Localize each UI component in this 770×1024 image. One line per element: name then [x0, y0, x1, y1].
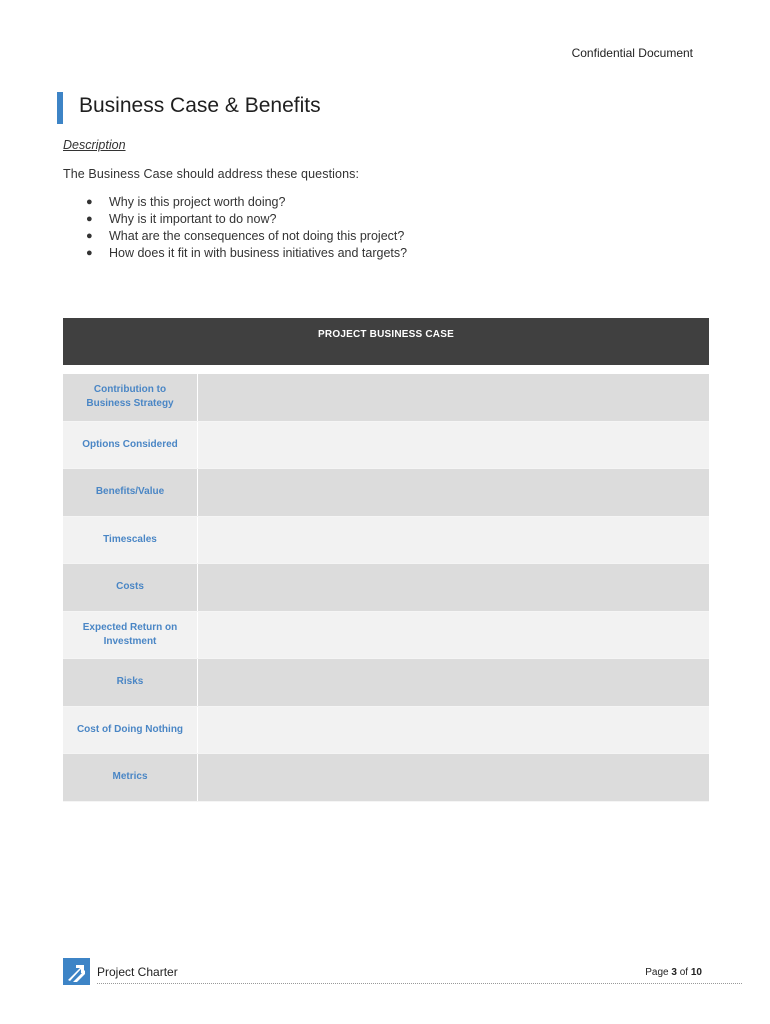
table-heading: PROJECT BUSINESS CASE — [63, 318, 709, 365]
table-row — [63, 754, 709, 802]
list-item-text: Why is it important to do now? — [109, 212, 277, 226]
bullet-icon: ● — [86, 247, 93, 259]
row-label: Contribution to Business Strategy — [63, 374, 198, 421]
confidential-note: Confidential Document — [571, 46, 693, 60]
arrow-up-right-icon — [63, 958, 90, 985]
table-row — [63, 374, 709, 422]
row-label: Expected Return on Investment — [63, 612, 198, 659]
table-row — [63, 517, 709, 565]
row-value-cell[interactable] — [198, 517, 709, 564]
footer-divider — [97, 983, 742, 984]
question-list — [84, 194, 407, 262]
bullet-icon: ● — [86, 196, 93, 208]
row-value-cell[interactable] — [198, 612, 709, 659]
list-item — [84, 211, 407, 228]
row-label: Timescales — [63, 517, 198, 564]
page-prefix: Page — [645, 967, 669, 978]
row-label: Metrics — [63, 754, 198, 801]
title-accent-bar — [57, 92, 63, 124]
row-value-cell[interactable] — [198, 659, 709, 706]
row-value-cell[interactable] — [198, 469, 709, 516]
description-label: Description — [63, 138, 126, 152]
page-current: 3 — [671, 967, 677, 978]
list-item-text: How does it fit in with business initiatives and targets? — [109, 246, 408, 260]
page-title: Business Case & Benefits — [79, 94, 321, 117]
row-value-cell[interactable] — [198, 754, 709, 801]
intro-text: The Business Case should address these questions: — [63, 167, 360, 181]
page-total: 10 — [690, 967, 702, 978]
bullet-icon: ● — [86, 213, 93, 225]
table-row — [63, 612, 709, 660]
row-label: Options Considered — [63, 422, 198, 469]
table-row — [63, 564, 709, 612]
row-label: Cost of Doing Nothing — [63, 707, 198, 754]
page-number — [645, 967, 702, 978]
table-row — [63, 659, 709, 707]
business-case-table — [63, 318, 709, 802]
table-row — [63, 422, 709, 470]
list-item — [84, 228, 407, 245]
bullet-icon: ● — [86, 230, 93, 242]
row-label: Benefits/Value — [63, 469, 198, 516]
list-item-text: What are the consequences of not doing this project? — [109, 229, 405, 243]
row-value-cell[interactable] — [198, 564, 709, 611]
table-spacer — [63, 365, 709, 374]
row-value-cell[interactable] — [198, 374, 709, 421]
row-value-cell[interactable] — [198, 707, 709, 754]
row-label: Costs — [63, 564, 198, 611]
footer-title: Project Charter — [97, 965, 178, 979]
row-label: Risks — [63, 659, 198, 706]
table-row — [63, 707, 709, 755]
table-row — [63, 469, 709, 517]
row-value-cell[interactable] — [198, 422, 709, 469]
list-item — [84, 245, 407, 262]
list-item — [84, 194, 407, 211]
list-item-text: Why is this project worth doing? — [109, 195, 286, 209]
page-of: of — [679, 967, 689, 978]
